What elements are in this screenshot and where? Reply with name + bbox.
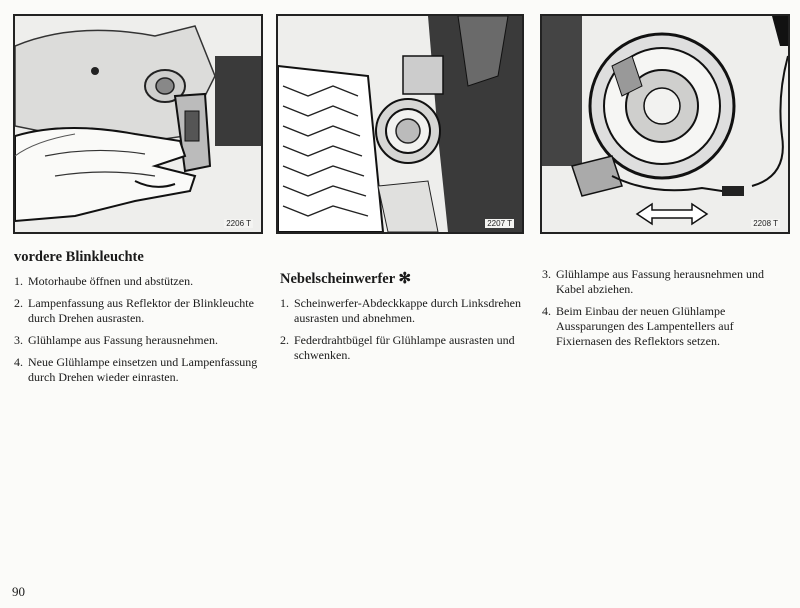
item-number: 2. bbox=[280, 333, 289, 347]
item-text: Motorhaube öffnen und abstützen. bbox=[28, 274, 194, 288]
instruction-list bbox=[14, 274, 262, 385]
item-number: 1. bbox=[280, 296, 289, 310]
item-text: Glühlampe aus Fassung herausnehmen. bbox=[28, 333, 218, 347]
section-fog-lamp bbox=[280, 272, 528, 370]
heading-text: Nebelscheinwerfer bbox=[280, 271, 395, 287]
item-text: Glühlampe aus Fassung herausnehmen und Kabel abziehen. bbox=[556, 267, 764, 296]
list-item bbox=[14, 274, 262, 289]
list-item bbox=[280, 296, 528, 326]
figure-label: 2208 T bbox=[753, 219, 778, 228]
item-text: Federdrahtbügel für Glühlampe ausrasten und schwenken. bbox=[294, 333, 515, 362]
section-blinker bbox=[14, 250, 262, 392]
item-number: 3. bbox=[14, 333, 23, 347]
item-number: 1. bbox=[14, 274, 23, 288]
item-number: 2. bbox=[14, 296, 23, 310]
figure-fog-lamp-bulb bbox=[540, 14, 790, 234]
list-item bbox=[280, 333, 528, 363]
page-number: 90 bbox=[12, 584, 25, 599]
list-item bbox=[14, 333, 262, 348]
asterisk-mark: ✻ bbox=[398, 271, 412, 287]
instruction-list bbox=[542, 267, 792, 349]
blinker-illustration bbox=[15, 16, 261, 232]
list-item bbox=[14, 355, 262, 385]
item-text: Beim Einbau der neuen Glühlampe Aussparungen des Lampentellers auf Fixiernasen des Reflektors setzen. bbox=[556, 304, 734, 348]
item-text: Scheinwerfer-Abdeckkappe durch Linksdrehen ausrasten und abnehmen. bbox=[294, 296, 521, 325]
section-fog-lamp-continued bbox=[542, 267, 792, 356]
item-number: 3. bbox=[542, 267, 551, 281]
figure-blinker-lamp bbox=[13, 14, 263, 234]
list-item bbox=[14, 296, 262, 326]
fog-lamp-cap-illustration bbox=[278, 16, 522, 232]
figure-label: 2206 T bbox=[226, 219, 251, 228]
item-number: 4. bbox=[542, 304, 551, 318]
figure-fog-lamp-cap bbox=[276, 14, 524, 234]
item-text: Neue Glühlampe einsetzen und Lampenfassung durch Drehen wieder einrasten. bbox=[28, 355, 258, 384]
list-item bbox=[542, 304, 792, 349]
section-heading-blinker: vordere Blinkleuchte bbox=[14, 249, 144, 265]
fog-lamp-bulb-illustration bbox=[542, 16, 788, 232]
item-number: 4. bbox=[14, 355, 23, 369]
item-text: Lampenfassung aus Reflektor der Blinkleuchte durch Drehen ausrasten. bbox=[28, 296, 254, 325]
section-heading-fog-lamp bbox=[280, 272, 528, 287]
instruction-list bbox=[280, 296, 528, 363]
figure-label: 2207 T bbox=[487, 219, 512, 228]
list-item bbox=[542, 267, 792, 297]
